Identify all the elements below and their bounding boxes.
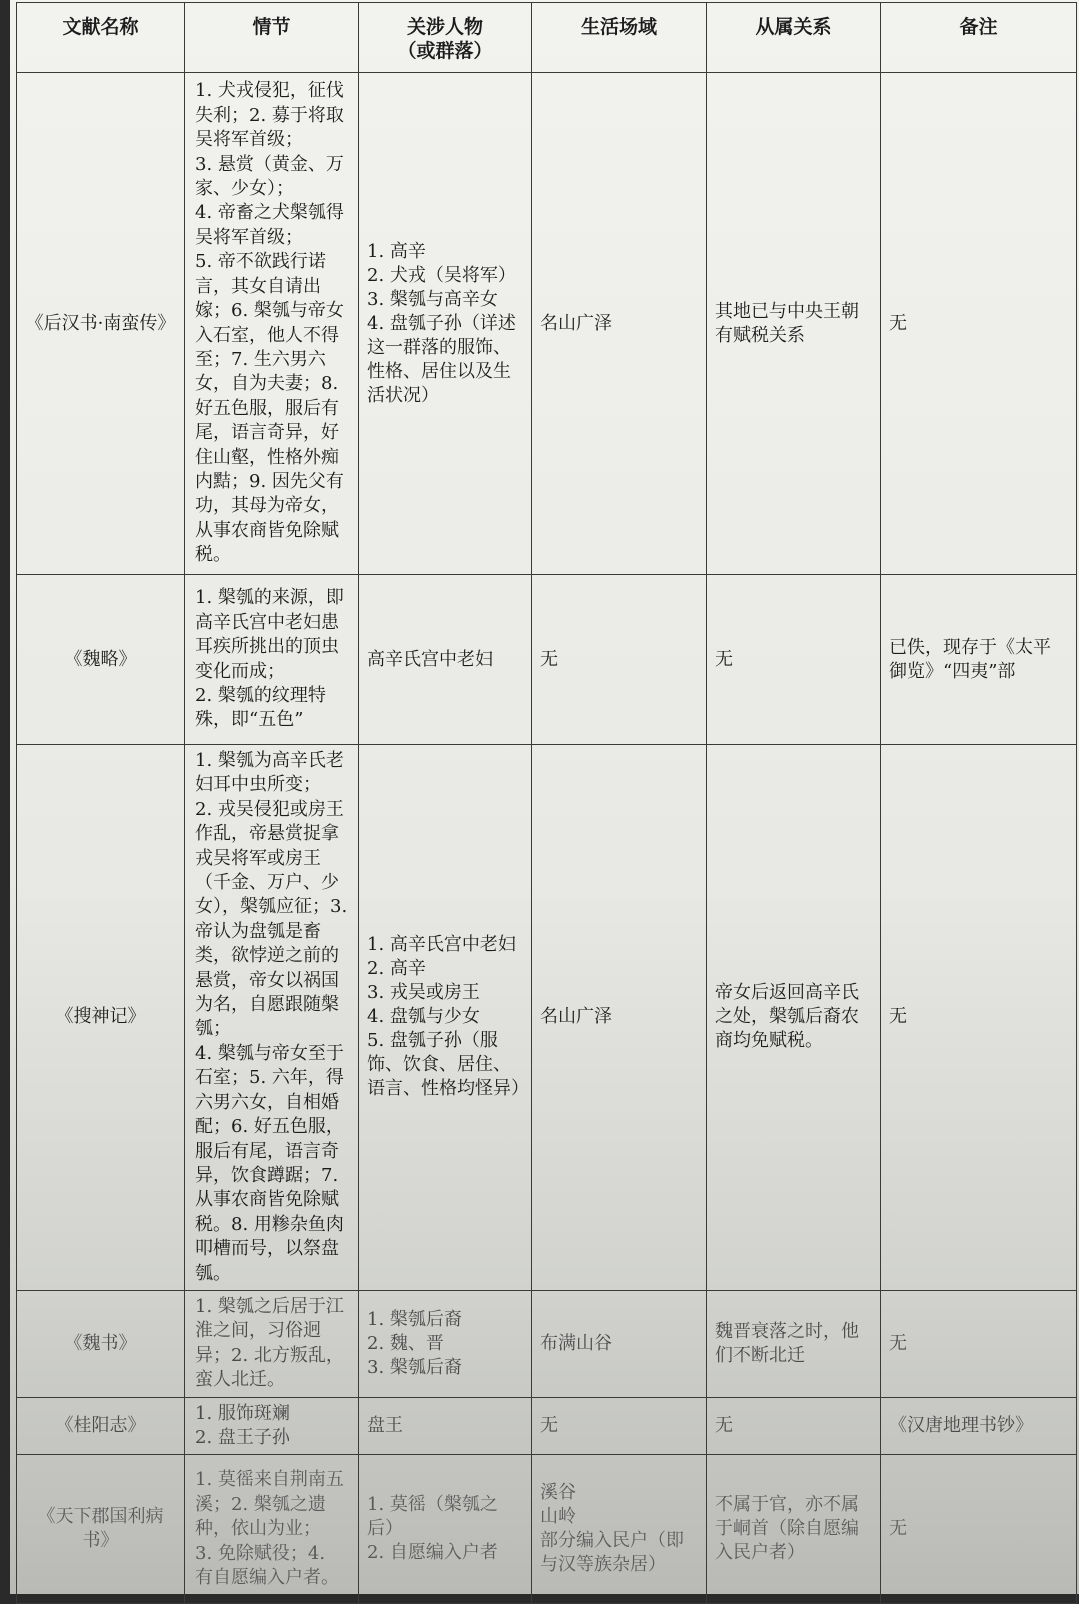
plot-cell — [185, 745, 359, 1291]
doc-title: 《桂阳志》 — [17, 1397, 185, 1455]
plot-cell — [185, 1397, 359, 1455]
people-line: 2. 自愿编入户者 — [367, 1542, 498, 1564]
note-cell: 已佚，现存于《太平御览》“四夷”部 — [881, 575, 1077, 745]
people-line: 1. 槃瓠后裔 — [367, 1308, 462, 1330]
table-row — [17, 575, 1077, 745]
people-line: 1. 高辛氏宫中老妇 — [367, 934, 516, 956]
relation-cell: 无 — [707, 575, 881, 745]
place-line: 部分编入民户（即与汉等族杂居） — [540, 1530, 684, 1576]
table-row — [17, 1290, 1077, 1397]
people-cell — [359, 73, 532, 575]
plot-cell — [185, 1455, 359, 1604]
plot-cell — [185, 73, 359, 575]
doc-title: 《后汉书·南蛮传》 — [17, 73, 185, 575]
header-people-sub: （或群落） — [397, 40, 493, 62]
people-line: 1. 高辛 — [367, 240, 426, 262]
place-cell: 无 — [532, 575, 707, 745]
plot-line: 1. 槃瓠之后居于江淮之间，习俗迥异；2. 北方叛乱，蛮人北迁。 — [195, 1295, 344, 1391]
plot-line: 2. 戎吴侵犯或房王作乱，帝悬赏捉拿戎吴将军或房王（千金、万户、少女），槃瓠应征；3. 帝认为盘瓠是畜类，欲悖逆之前的悬赏，帝女以祸国为名，自愿跟随槃瓠； — [195, 798, 348, 1040]
plot-line: 1. 莫徭来自荆南五溪；2. 槃瓠之遗种，依山为业； — [195, 1469, 344, 1540]
plot-line: 1. 槃瓠的来源，即高辛氏宫中老妇患耳疾所挑出的顶虫变化而成； — [195, 587, 344, 682]
relation-cell: 不属于官，亦不属于峒首（除自愿编入民户者） — [707, 1455, 881, 1604]
header-row — [17, 3, 1077, 73]
people-line: 3. 槃瓠与高辛女 — [367, 288, 498, 310]
header-doc: 文献名称 — [17, 3, 185, 73]
plot-line: 3. 悬赏（黄金、万家、少女）； — [195, 153, 344, 200]
document-sheet — [10, 0, 1079, 1594]
plot-cell — [185, 575, 359, 745]
relation-cell: 魏晋衰落之时，他们不断北迁 — [707, 1290, 881, 1397]
relation-cell: 其地已与中央王朝有赋税关系 — [707, 73, 881, 575]
people-line: 2. 犬戎（吴将军） — [367, 264, 516, 286]
place-cell: 布满山谷 — [532, 1290, 707, 1397]
people-line: 4. 盘瓠子孙（详述这一群落的服饰、性格、居住以及生活状况） — [367, 312, 516, 406]
people-cell — [359, 575, 532, 745]
people-line: 5. 盘瓠子孙（服饰、饮食、居住、语言、性格均怪异） — [367, 1030, 529, 1100]
people-line: 盘王 — [367, 1414, 403, 1436]
table-row — [17, 1455, 1077, 1604]
doc-title: 《天下郡国利病书》 — [17, 1455, 185, 1604]
place-line: 山岭 — [540, 1506, 576, 1528]
note-cell: 无 — [881, 1290, 1077, 1397]
table-row — [17, 1397, 1077, 1455]
plot-line: 4. 帝畜之犬槃瓠得吴将军首级； — [195, 202, 344, 248]
people-cell — [359, 1397, 532, 1455]
people-cell — [359, 1455, 532, 1604]
header-relation: 从属关系 — [707, 3, 881, 73]
people-line: 2. 高辛 — [367, 958, 426, 980]
header-note: 备注 — [881, 3, 1077, 73]
plot-line: 1. 槃瓠为高辛氏老妇耳中虫所变； — [195, 750, 344, 796]
people-cell — [359, 1290, 532, 1397]
place-line: 溪谷 — [540, 1482, 576, 1504]
doc-title: 《魏书》 — [17, 1290, 185, 1397]
relation-cell: 无 — [707, 1397, 881, 1455]
header-place: 生活场域 — [532, 3, 707, 73]
people-line: 4. 盘瓠与少女 — [367, 1006, 480, 1028]
plot-line: 5. 帝不欲践行诺言，其女自请出嫁；6. 槃瓠与帝女入石室，他人不得至；7. 生六男六女，自为夫妻；8. 好五色服，服后有尾，语言奇异，好住山壑，性格外痴内黠；9. 因先父有功，其母为帝女，从事农商皆免除赋税。 — [195, 251, 344, 566]
relation-cell: 帝女后返回高辛氏之处，槃瓠后裔农商均免赋税。 — [707, 745, 881, 1291]
note-cell: 无 — [881, 1455, 1077, 1604]
table-row — [17, 745, 1077, 1291]
table-row — [17, 73, 1077, 575]
people-line: 3. 槃瓠后裔 — [367, 1356, 462, 1378]
people-line: 3. 戎吴或房王 — [367, 982, 480, 1004]
literature-comparison-table — [16, 2, 1077, 1604]
plot-cell — [185, 1290, 359, 1397]
header-plot: 情节 — [185, 3, 359, 73]
note-cell: 无 — [881, 745, 1077, 1291]
place-cell: 无 — [532, 1397, 707, 1455]
place-cell: 名山广泽 — [532, 745, 707, 1291]
people-line: 高辛氏宫中老妇 — [367, 648, 493, 670]
people-line: 2. 魏、晋 — [367, 1332, 444, 1354]
doc-title: 《搜神记》 — [17, 745, 185, 1291]
place-cell — [532, 1455, 707, 1604]
plot-line: 4. 槃瓠与帝女至于石室；5. 六年，得六男六女，自相婚配；6. 好五色服，服后有尾，语言奇异，饮食蹲踞；7. 从事农商皆免除赋税。8. 用糁杂鱼肉叩槽而号，以祭盘瓠。 — [195, 1042, 344, 1284]
plot-line: 1. 犬戎侵犯，征伐失利；2. 募于将取吴将军首级； — [195, 80, 344, 151]
header-people — [359, 3, 532, 73]
people-line: 1. 莫徭（槃瓠之后） — [367, 1494, 498, 1540]
plot-line: 3. 免除赋役；4. 有自愿编入户者。 — [195, 1542, 339, 1588]
header-people-main: 关涉人物 — [406, 16, 483, 38]
doc-title: 《魏略》 — [17, 575, 185, 745]
plot-line: 2. 槃瓠的纹理特殊，即“五色” — [195, 684, 326, 731]
plot-line: 1. 服饰斑斓 — [195, 1402, 290, 1424]
place-cell: 名山广泽 — [532, 73, 707, 575]
note-cell: 《汉唐地理书钞》 — [881, 1397, 1077, 1455]
note-cell: 无 — [881, 73, 1077, 575]
people-cell — [359, 745, 532, 1291]
plot-line: 2. 盘王子孙 — [195, 1426, 290, 1448]
